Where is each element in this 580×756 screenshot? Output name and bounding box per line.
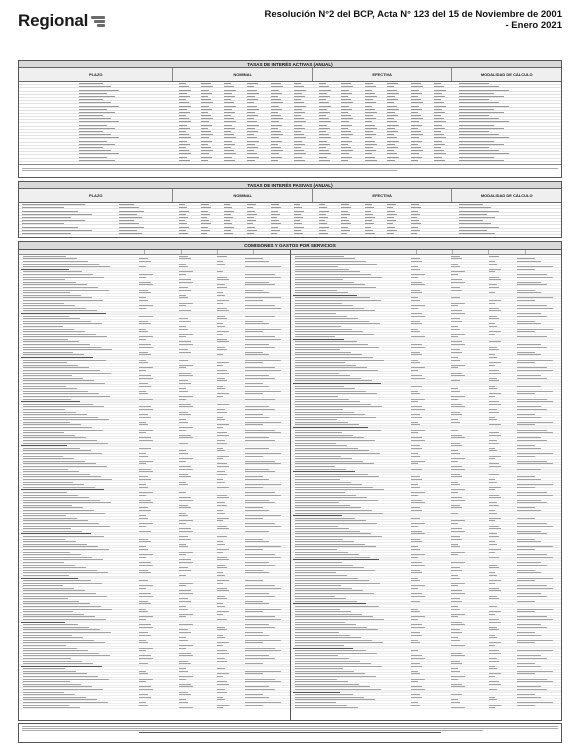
table-row [19, 232, 561, 235]
passive-rates-rows [19, 203, 561, 237]
active-rates-table [18, 60, 562, 178]
brand-logo [18, 11, 105, 31]
commissions-heading: COMISIONES Y GASTOS POR SERVICIOS [19, 242, 561, 250]
right-col-3 [453, 250, 489, 254]
page-footer [18, 723, 562, 743]
passive-rates-heading: TASAS DE INTERÉS PASIVAS (ANUAL) [19, 182, 561, 189]
commissions-body [18, 249, 562, 721]
right-col-5 [526, 250, 561, 254]
document-title: Resolución N°2 del BCP, Acta N° 123 del 15 de Noviembre de 2001 - Enero 2021 [264, 9, 562, 31]
right-col-2 [417, 250, 453, 254]
passive-col-nominal: NOMINAL [173, 189, 312, 202]
passive-rates-table [18, 181, 562, 238]
page-header [0, 0, 580, 58]
left-col-5 [254, 250, 289, 254]
left-col-2 [145, 250, 181, 254]
passive-rates-column-headers [19, 189, 561, 203]
passive-col-modalidad: MODALIDAD DE CÁLCULO [480, 193, 533, 198]
left-col-4 [218, 250, 254, 254]
active-col-efectiva: EFECTIVA [313, 68, 452, 81]
footer-title [139, 732, 441, 733]
active-col-plazo: PLAZO [19, 68, 173, 81]
passive-col-efectiva: EFECTIVA [313, 189, 452, 202]
brand-name: Regional [18, 11, 89, 30]
list-item [19, 706, 290, 709]
list-item [291, 706, 562, 709]
commissions-right-rows [291, 255, 562, 709]
passive-col-plazo: PLAZO [19, 189, 173, 202]
active-rates-rows [19, 82, 561, 164]
commissions-left-column [18, 249, 291, 721]
active-rates-column-headers [19, 68, 561, 82]
title-block [262, 9, 562, 33]
active-col-nominal: NOMINAL [173, 68, 312, 81]
commissions-right-column [291, 249, 563, 721]
table-row [19, 159, 561, 162]
left-col-concept [19, 250, 145, 254]
active-rates-heading: TASAS DE INTERÉS ACTIVAS (ANUAL) [19, 61, 561, 68]
brand-mark-icon [91, 16, 105, 27]
active-rates-note [19, 164, 561, 173]
right-col-concept [291, 250, 417, 254]
left-col-3 [182, 250, 218, 254]
commissions-left-rows [19, 255, 290, 709]
commissions-heading-bar [18, 241, 562, 249]
active-col-modalidad: MODALIDAD DE CÁLCULO [480, 72, 533, 77]
right-col-4 [489, 250, 525, 254]
